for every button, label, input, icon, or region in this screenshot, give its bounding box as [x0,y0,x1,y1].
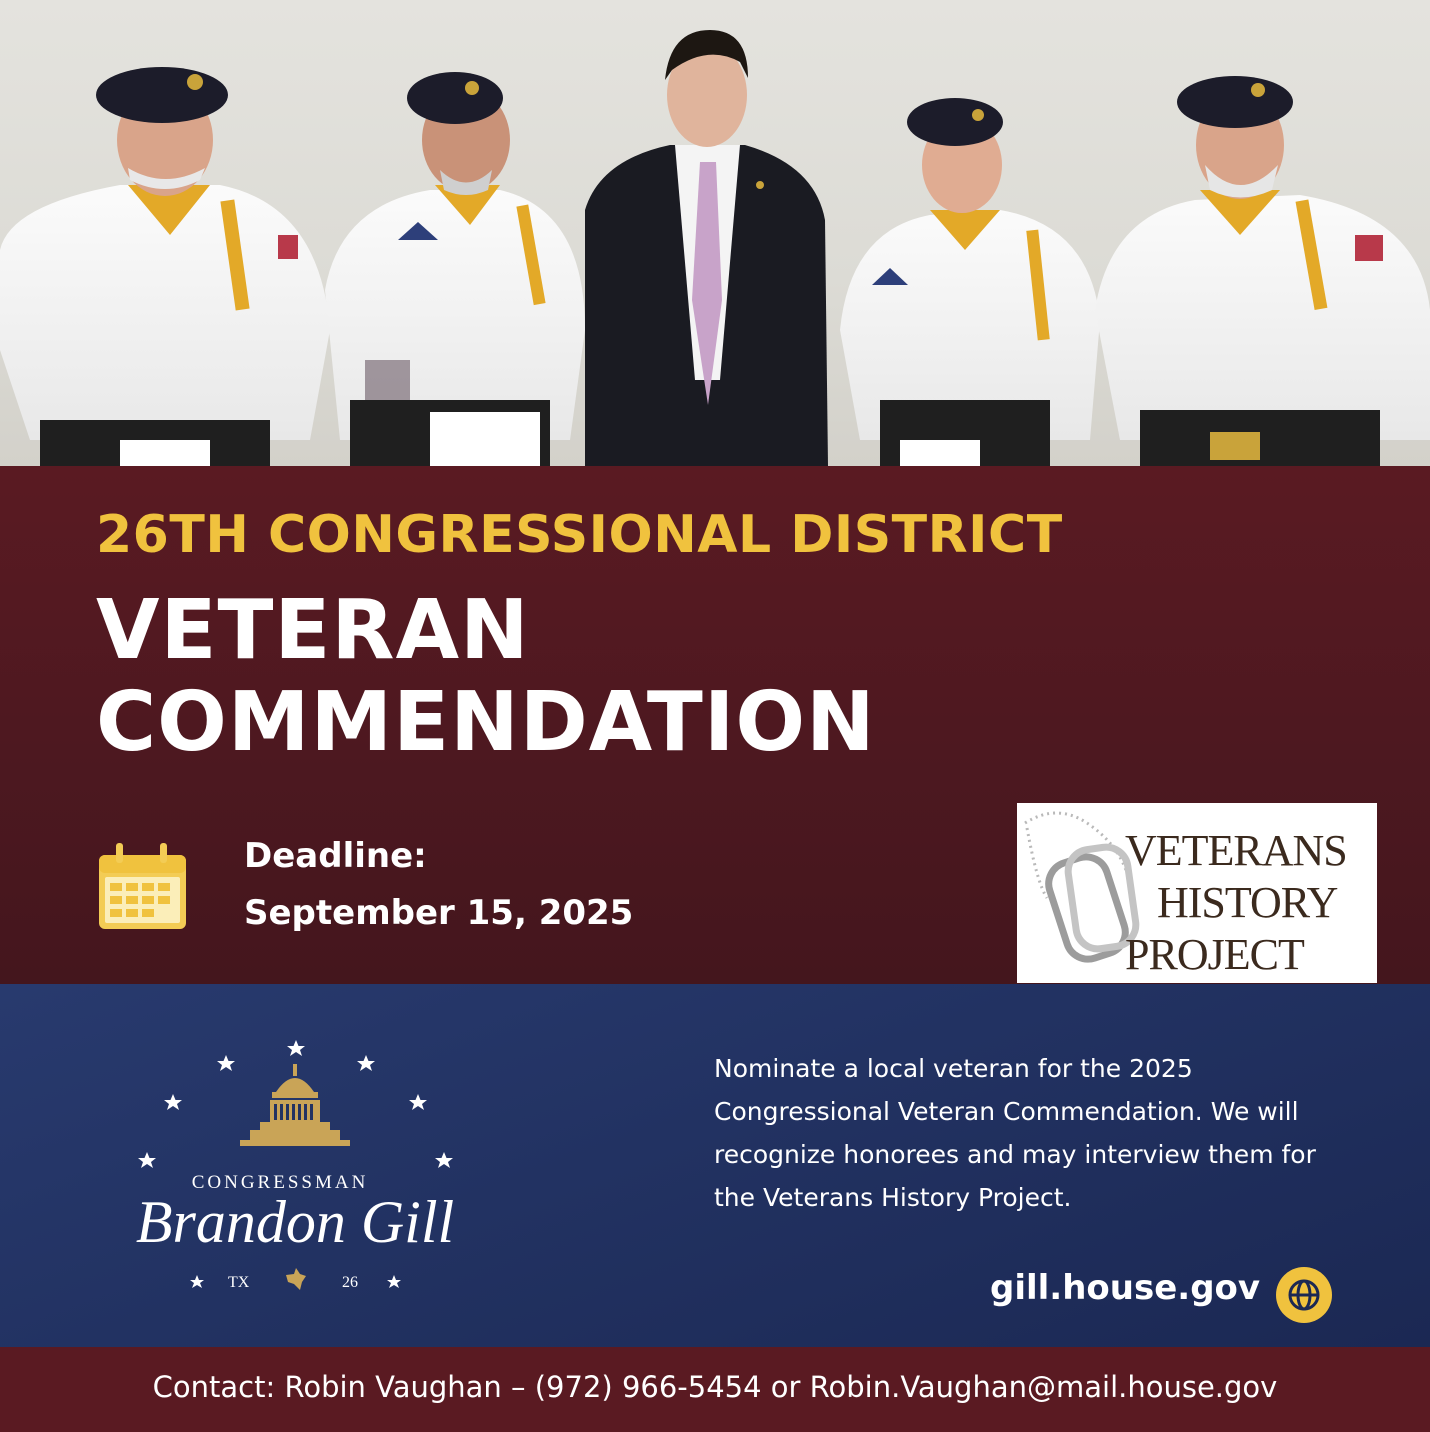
vhp-wordmark [1125,825,1347,981]
contact-text: Contact: Robin Vaughan – (972) 966-5454 or Robin.Vaughan@mail.house.gov [152,1370,1278,1404]
vhp-line-1: VETERANS [1125,826,1347,875]
seal-state: TX [228,1274,250,1291]
vhp-line-2: HISTORY [1157,878,1338,927]
title-line-2: COMMENDATION [96,675,876,770]
seal-congressman-label: CONGRESSMAN [191,1172,369,1193]
capitol-stars-graphic [90,1030,510,1310]
congressman-seal [90,1030,510,1310]
congressman-figure [585,30,828,466]
veterans-history-project-logo [1017,803,1377,983]
district-kicker: 26TH CONGRESSIONAL DISTRICT [96,505,1063,565]
veteran-figure [0,67,330,466]
title-line-1: VETERAN [96,583,530,678]
veteran-figure [1095,76,1430,466]
group-photo [0,0,1430,466]
nominate-description: Nominate a local veteran for the 2025 Congressional Veteran Commendation. We will recognize honorees and may interview them for the Veterans History Project. [714,1054,1316,1212]
veteran-figure [840,98,1100,466]
website-link[interactable]: gill.house.gov [990,1268,1261,1308]
vhp-line-3: PROJECT [1125,930,1304,979]
globe-icon[interactable] [1276,1267,1332,1323]
seal-district: 26 [342,1274,358,1291]
deadline-date: September 15, 2025 [244,893,634,933]
seal-name: Brandon Gill [135,1189,455,1255]
calendar-icon [98,843,188,931]
deadline-label: Deadline: [244,836,427,876]
veteran-figure [325,72,585,466]
page-title [96,585,876,769]
texas-icon [286,1268,306,1290]
group-photo-illustration [0,0,1430,466]
